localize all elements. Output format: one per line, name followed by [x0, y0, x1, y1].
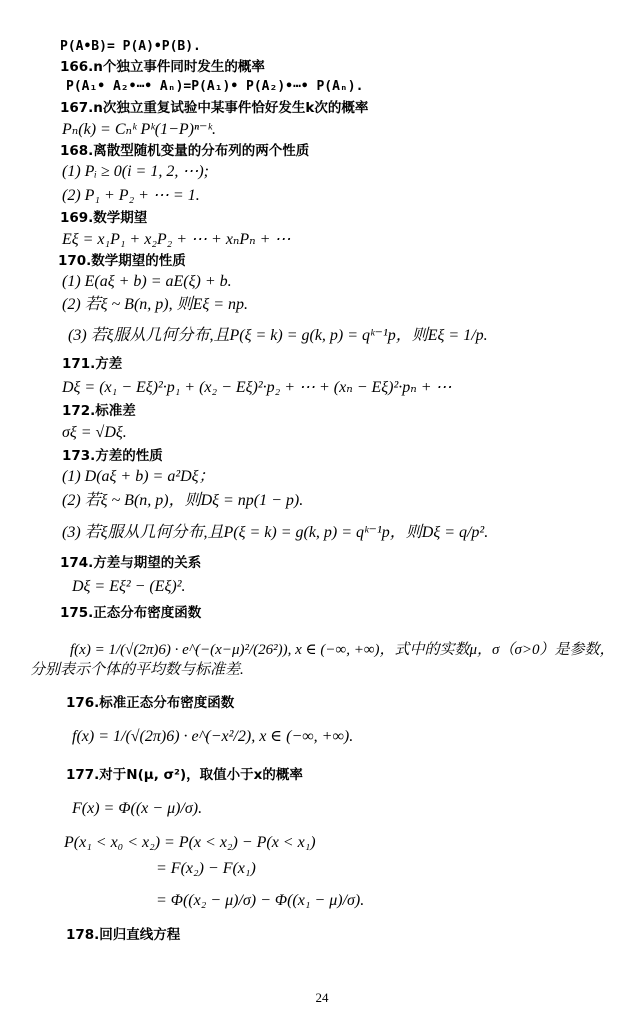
- heading-168: 168.离散型随机变量的分布列的两个性质: [60, 143, 310, 159]
- formula-175: f(x) = 1/(√(2π)6) · e^(−(x−μ)²/(26²)), x ∈ (−∞, +∞)，式中的实数μ，σ（σ>0）是参数，分别表示个体的平均数与标准差.: [30, 642, 615, 679]
- formula-172: σξ = √Dξ.: [62, 424, 127, 441]
- formula-169: Eξ = x₁P₁ + x₂P₂ + ⋯ + xₙPₙ + ⋯: [62, 231, 291, 248]
- formula-174: Dξ = Eξ² − (Eξ)².: [72, 578, 186, 595]
- heading-174: 174.方差与期望的关系: [60, 555, 202, 571]
- formula-170-3: (3) 若ξ服从几何分布,且P(ξ = k) = g(k, p) = qᵏ⁻¹p，则Eξ = 1/p.: [68, 327, 488, 344]
- page-number: 24: [315, 990, 329, 1005]
- formula-173-3: (3) 若ξ服从几何分布,且P(ξ = k) = g(k, p) = qᵏ⁻¹p，则Dξ = q/p².: [62, 524, 489, 541]
- heading-176: 176.标准正态分布密度函数: [66, 695, 235, 711]
- heading-177: 177.对于N(μ, σ²)，取值小于x的概率: [66, 767, 303, 783]
- heading-178: 178.回归直线方程: [66, 927, 181, 943]
- formula-177-step3: = Φ((x₂ − μ)/σ) − Φ((x₁ − μ)/σ).: [156, 892, 365, 909]
- heading-175: 175.正态分布密度函数: [60, 605, 202, 621]
- heading-169: 169.数学期望: [60, 210, 148, 226]
- heading-171: 171.方差: [62, 356, 123, 372]
- heading-172: 172.标准差: [62, 403, 136, 419]
- formula-176: f(x) = 1/(√(2π)6) · e^(−x²/2), x ∈ (−∞, +∞).: [72, 728, 354, 745]
- formula-170-2: (2) 若ξ ~ B(n, p), 则Eξ = np.: [62, 296, 249, 313]
- formula-173-2: (2) 若ξ ~ B(n, p)，则Dξ = np(1 − p).: [62, 492, 304, 509]
- formula-166: P(A₁• A₂•⋯• Aₙ)=P(A₁)• P(A₂)•⋯• P(Aₙ).: [66, 79, 364, 94]
- heading-167: 167.n次独立重复试验中某事件恰好发生k次的概率: [60, 100, 369, 116]
- formula-168-1: (1) Pᵢ ≥ 0(i = 1, 2, ⋯);: [62, 163, 209, 180]
- formula-170-1: (1) E(aξ + b) = aE(ξ) + b.: [62, 273, 232, 290]
- formula-177-cdf: F(x) = Φ((x − μ)/σ).: [72, 800, 203, 817]
- heading-166: 166.n个独立事件同时发生的概率: [60, 59, 265, 75]
- formula-171: Dξ = (x₁ − Eξ)²·p₁ + (x₂ − Eξ)²·p₂ + ⋯ + (xₙ − Eξ)²·pₙ + ⋯: [62, 379, 452, 396]
- formula-177-step2: = F(x₂) − F(x₁): [156, 860, 256, 877]
- heading-173: 173.方差的性质: [62, 448, 163, 464]
- formula-168-2: (2) P₁ + P₂ + ⋯ = 1.: [62, 187, 200, 204]
- heading-170: 170.数学期望的性质: [58, 253, 186, 269]
- formula-177-step1: P(x₁ < x₀ < x₂) = P(x < x₂) − P(x < x₁): [64, 834, 316, 851]
- formula-173-1: (1) D(aξ + b) = a²Dξ；: [62, 468, 215, 485]
- formula-167: Pₙ(k) = Cₙᵏ Pᵏ(1−P)ⁿ⁻ᵏ.: [62, 121, 216, 138]
- formula-independent-product: P(A•B)= P(A)•P(B).: [60, 39, 201, 54]
